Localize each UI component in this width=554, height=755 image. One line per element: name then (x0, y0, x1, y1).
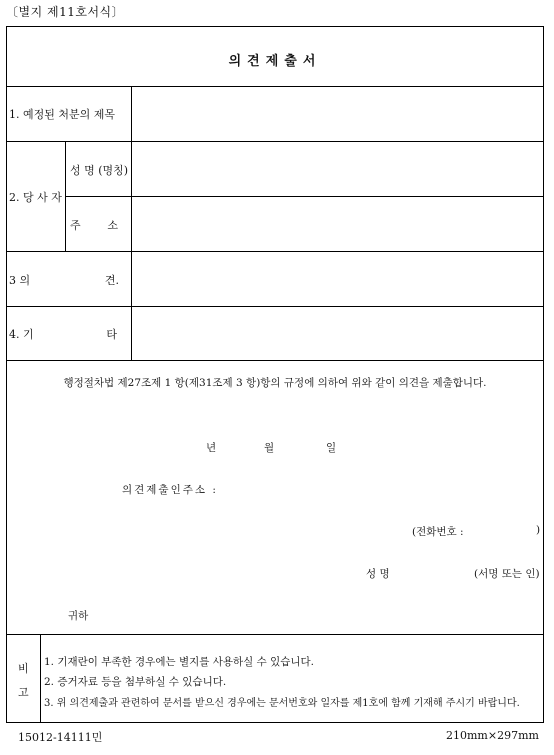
phone-close: ) (536, 524, 541, 536)
subject-field[interactable] (132, 87, 543, 140)
name-field[interactable] (132, 142, 543, 195)
address-label-b: 소 (107, 219, 118, 232)
submitter-address-label: 의견제출인주소 : (122, 484, 218, 496)
other-label (9, 326, 117, 342)
opinion-label (9, 272, 119, 288)
opinion-field[interactable] (132, 252, 543, 305)
subject-label: 1. 예정된 처분의 제목 (9, 108, 115, 121)
rule (6, 634, 544, 635)
name-label: 성 명 (명칭) (70, 164, 129, 177)
other-label-b: 타 (106, 328, 117, 341)
name-sign-label: 성 명 (366, 568, 390, 580)
address-label (70, 217, 118, 233)
other-field[interactable] (132, 307, 543, 359)
date-day: 일 (326, 442, 337, 454)
sign-note: (서명 또는 인) (474, 568, 540, 580)
remarks-label-top: 비 (18, 662, 29, 675)
rule (40, 634, 41, 723)
form-number: 〔별지 제11호서식〕 (6, 5, 125, 19)
rule (6, 360, 544, 361)
address-label-a: 주 (70, 219, 81, 232)
rule (65, 141, 66, 251)
date-month: 월 (264, 442, 275, 454)
opinion-label-a: 3 의 (9, 274, 31, 287)
statement-text: 행정절차법 제27조제 1 항(제31조제 3 항)항의 규정에 의하여 위와 같이 의견을 제출합니다. (63, 377, 487, 389)
footer-size: 210mm×297mm (446, 729, 539, 742)
address-field[interactable] (132, 197, 543, 250)
other-label-a: 4. 기 (9, 328, 34, 341)
remarks-label-bottom: 고 (18, 686, 29, 699)
remark-item: 2. 증거자료 등을 첨부하실 수 있습니다. (44, 676, 227, 688)
document-title: 의견제출서 (228, 54, 322, 69)
addressee: 귀하 (68, 610, 89, 622)
phone-label: (전화번호 : (412, 526, 464, 538)
remark-item: 1. 기재란이 부족한 경우에는 별지를 사용하실 수 있습니다. (44, 656, 315, 668)
party-label: 2. 당 사 자 (9, 191, 62, 204)
opinion-label-b: 견. (104, 274, 119, 287)
remark-item: 3. 위 의견제출과 관련하여 문서를 받으신 경우에는 문서번호와 일자를 제1호에 함께 기재해 주시기 바랍니다. (44, 698, 520, 709)
date-year: 년 (206, 442, 217, 454)
footer-code: 15012-14111민 (18, 731, 103, 744)
